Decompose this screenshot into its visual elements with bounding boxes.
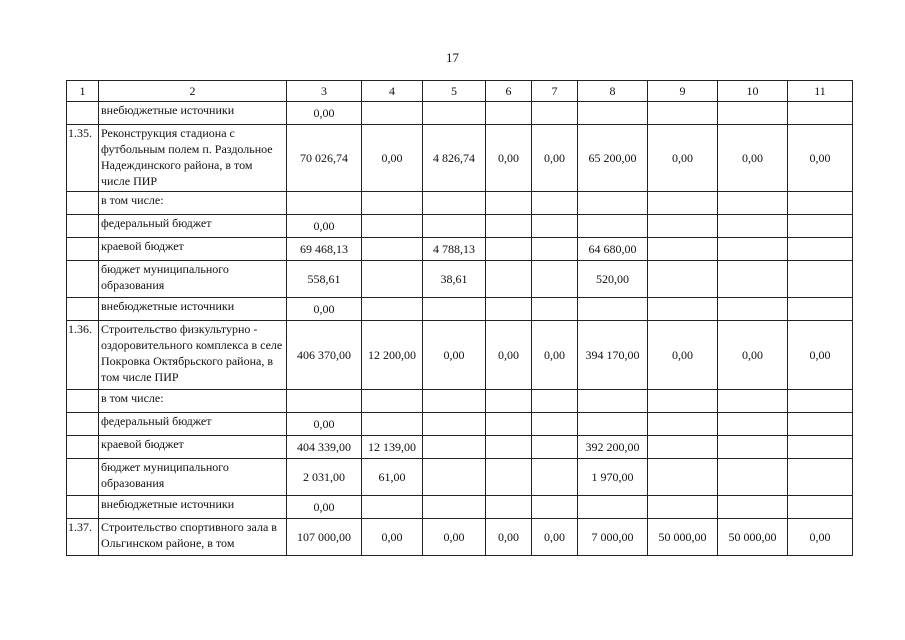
value-cell [648, 496, 718, 519]
value-cell [578, 390, 648, 413]
row-index-cell [67, 496, 99, 519]
value-cell [648, 192, 718, 215]
row-name-cell: внебюджетные источники [99, 298, 287, 321]
value-cell: 0,00 [788, 125, 853, 192]
value-cell [788, 261, 853, 298]
value-cell [718, 436, 788, 459]
value-cell [532, 238, 578, 261]
table-row [67, 459, 853, 496]
row-name-cell: федеральный бюджет [99, 413, 287, 436]
value-cell [423, 102, 486, 125]
value-cell [648, 298, 718, 321]
value-cell: 0,00 [287, 102, 362, 125]
budget-table [66, 80, 853, 556]
row-name-cell: федеральный бюджет [99, 215, 287, 238]
value-cell [718, 215, 788, 238]
value-cell [362, 390, 423, 413]
value-cell: 38,61 [423, 261, 486, 298]
row-name-cell: в том числе: [99, 192, 287, 215]
value-cell [362, 192, 423, 215]
value-cell [648, 459, 718, 496]
value-cell: 0,00 [648, 321, 718, 390]
value-cell [486, 413, 532, 436]
row-name-cell: в том числе: [99, 390, 287, 413]
value-cell: 65 200,00 [578, 125, 648, 192]
row-index-cell [67, 215, 99, 238]
row-name-cell: бюджет муниципального образования [99, 261, 287, 298]
value-cell [578, 413, 648, 436]
value-cell [718, 496, 788, 519]
value-cell [486, 261, 532, 298]
header-cell: 10 [718, 81, 788, 102]
value-cell [788, 390, 853, 413]
value-cell [486, 192, 532, 215]
row-index-cell [67, 390, 99, 413]
value-cell [788, 436, 853, 459]
table-row [67, 125, 853, 192]
value-cell [718, 261, 788, 298]
value-cell: 0,00 [423, 519, 486, 556]
table-row [67, 321, 853, 390]
value-cell [362, 298, 423, 321]
value-cell [648, 215, 718, 238]
table-row [67, 413, 853, 436]
value-cell [532, 298, 578, 321]
value-cell: 392 200,00 [578, 436, 648, 459]
value-cell [788, 298, 853, 321]
header-cell: 9 [648, 81, 718, 102]
value-cell: 0,00 [287, 215, 362, 238]
value-cell: 12 200,00 [362, 321, 423, 390]
value-cell: 4 826,74 [423, 125, 486, 192]
value-cell [532, 390, 578, 413]
row-name-cell: Строительство спортивного зала в Ольгинском районе, в том [99, 519, 287, 556]
row-index-cell: 1.36. [67, 321, 99, 390]
value-cell [287, 192, 362, 215]
value-cell: 4 788,13 [423, 238, 486, 261]
value-cell [423, 496, 486, 519]
value-cell: 0,00 [532, 321, 578, 390]
value-cell [532, 261, 578, 298]
row-name-cell: краевой бюджет [99, 436, 287, 459]
value-cell [532, 102, 578, 125]
value-cell: 0,00 [718, 321, 788, 390]
value-cell [788, 215, 853, 238]
value-cell [486, 215, 532, 238]
value-cell: 0,00 [486, 519, 532, 556]
value-cell [718, 390, 788, 413]
value-cell [648, 436, 718, 459]
value-cell [486, 390, 532, 413]
table-row [67, 238, 853, 261]
value-cell [578, 192, 648, 215]
value-cell [578, 102, 648, 125]
table-row [67, 298, 853, 321]
value-cell: 0,00 [287, 298, 362, 321]
value-cell [362, 261, 423, 298]
row-index-cell [67, 413, 99, 436]
table-row [67, 215, 853, 238]
row-index-cell: 1.37. [67, 519, 99, 556]
table-body [67, 81, 853, 556]
value-cell [718, 413, 788, 436]
row-name-cell: внебюджетные источники [99, 496, 287, 519]
table-row [67, 519, 853, 556]
value-cell: 520,00 [578, 261, 648, 298]
value-cell: 0,00 [788, 321, 853, 390]
value-cell [648, 238, 718, 261]
value-cell: 0,00 [648, 125, 718, 192]
value-cell [362, 413, 423, 436]
row-index-cell [67, 238, 99, 261]
value-cell [648, 413, 718, 436]
value-cell [648, 261, 718, 298]
row-name-cell: внебюджетные источники [99, 102, 287, 125]
value-cell: 61,00 [362, 459, 423, 496]
value-cell [486, 459, 532, 496]
header-cell: 6 [486, 81, 532, 102]
value-cell: 12 139,00 [362, 436, 423, 459]
value-cell [423, 298, 486, 321]
value-cell [362, 215, 423, 238]
row-index-cell [67, 298, 99, 321]
value-cell: 406 370,00 [287, 321, 362, 390]
value-cell: 0,00 [486, 321, 532, 390]
value-cell [423, 413, 486, 436]
value-cell: 0,00 [287, 413, 362, 436]
row-name-cell: Строительство физкультурно - оздоровительного комплекса в селе Покровка Октябрьского района, в том числе ПИР [99, 321, 287, 390]
value-cell [423, 459, 486, 496]
value-cell [788, 238, 853, 261]
value-cell [788, 102, 853, 125]
value-cell: 0,00 [423, 321, 486, 390]
value-cell [486, 102, 532, 125]
page-number: 17 [446, 50, 459, 65]
value-cell: 69 468,13 [287, 238, 362, 261]
value-cell [578, 496, 648, 519]
value-cell [532, 413, 578, 436]
value-cell [718, 298, 788, 321]
value-cell [788, 496, 853, 519]
row-name-cell: Реконструкция стадиона с футбольным полем п. Раздольное Надеждинского района, в том числе ПИР [99, 125, 287, 192]
table-row [67, 192, 853, 215]
table-row [67, 261, 853, 298]
value-cell: 1 970,00 [578, 459, 648, 496]
value-cell [423, 215, 486, 238]
header-cell: 3 [287, 81, 362, 102]
row-index-cell [67, 102, 99, 125]
table-header-row [67, 81, 853, 102]
row-index-cell [67, 436, 99, 459]
value-cell: 0,00 [532, 125, 578, 192]
row-index-cell [67, 459, 99, 496]
value-cell [423, 436, 486, 459]
value-cell [718, 192, 788, 215]
value-cell: 558,61 [287, 261, 362, 298]
value-cell: 0,00 [287, 496, 362, 519]
value-cell [718, 459, 788, 496]
value-cell: 2 031,00 [287, 459, 362, 496]
value-cell [287, 390, 362, 413]
value-cell: 70 026,74 [287, 125, 362, 192]
table-row [67, 390, 853, 413]
value-cell [532, 496, 578, 519]
value-cell [486, 238, 532, 261]
header-cell: 1 [67, 81, 99, 102]
value-cell [788, 192, 853, 215]
value-cell: 50 000,00 [718, 519, 788, 556]
value-cell: 0,00 [788, 519, 853, 556]
row-index-cell [67, 192, 99, 215]
row-name-cell: бюджет муниципального образования [99, 459, 287, 496]
value-cell [648, 102, 718, 125]
value-cell [788, 413, 853, 436]
header-cell: 8 [578, 81, 648, 102]
value-cell [578, 215, 648, 238]
value-cell [486, 436, 532, 459]
header-cell: 4 [362, 81, 423, 102]
value-cell: 64 680,00 [578, 238, 648, 261]
table-row [67, 436, 853, 459]
value-cell [532, 459, 578, 496]
value-cell [532, 192, 578, 215]
row-index-cell [67, 261, 99, 298]
value-cell [718, 102, 788, 125]
value-cell [486, 298, 532, 321]
value-cell [578, 298, 648, 321]
value-cell: 0,00 [362, 125, 423, 192]
row-index-cell: 1.35. [67, 125, 99, 192]
value-cell: 50 000,00 [648, 519, 718, 556]
value-cell [532, 436, 578, 459]
value-cell: 0,00 [486, 125, 532, 192]
header-cell: 5 [423, 81, 486, 102]
value-cell [362, 238, 423, 261]
value-cell: 0,00 [362, 519, 423, 556]
value-cell: 404 339,00 [287, 436, 362, 459]
value-cell: 394 170,00 [578, 321, 648, 390]
value-cell [532, 215, 578, 238]
value-cell [788, 459, 853, 496]
value-cell: 0,00 [532, 519, 578, 556]
value-cell [718, 238, 788, 261]
value-cell [486, 496, 532, 519]
header-cell: 7 [532, 81, 578, 102]
header-cell: 2 [99, 81, 287, 102]
header-cell: 11 [788, 81, 853, 102]
value-cell [423, 390, 486, 413]
value-cell [362, 102, 423, 125]
value-cell: 0,00 [718, 125, 788, 192]
value-cell [362, 496, 423, 519]
value-cell [423, 192, 486, 215]
value-cell [648, 390, 718, 413]
value-cell: 7 000,00 [578, 519, 648, 556]
table-row [67, 102, 853, 125]
value-cell: 107 000,00 [287, 519, 362, 556]
table-row [67, 496, 853, 519]
row-name-cell: краевой бюджет [99, 238, 287, 261]
